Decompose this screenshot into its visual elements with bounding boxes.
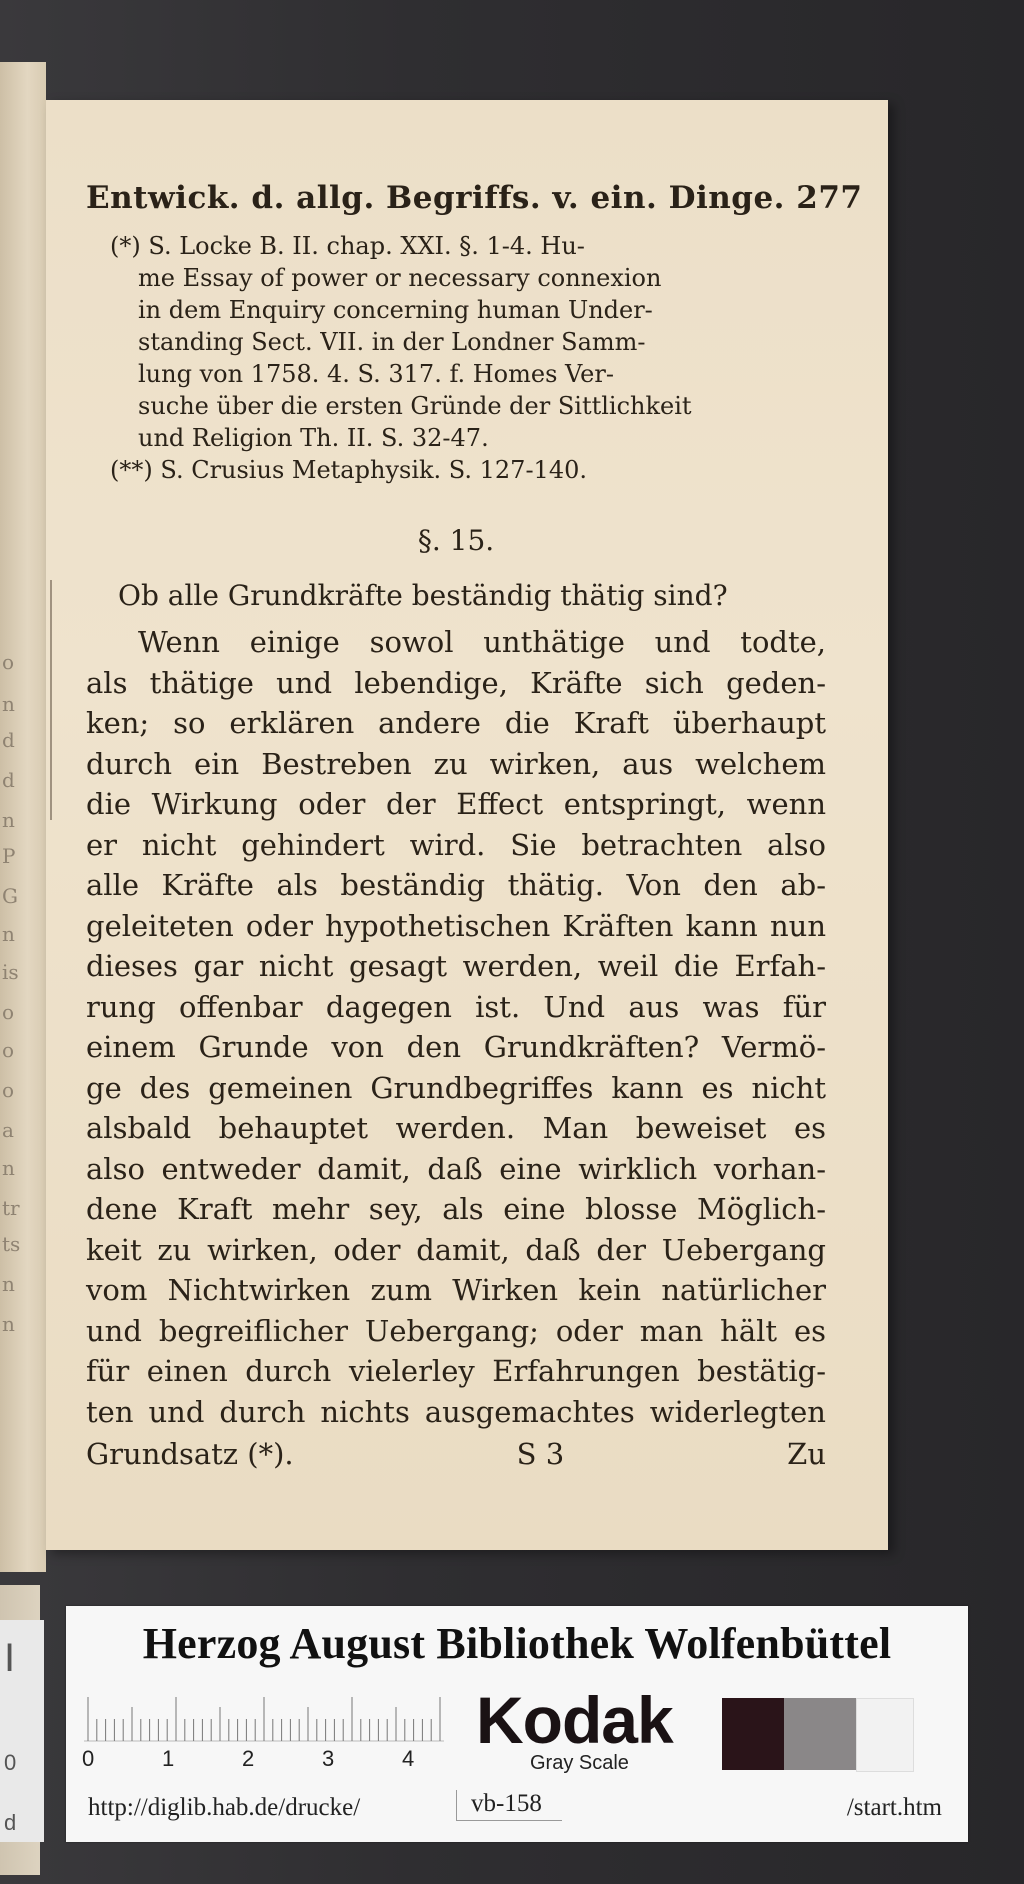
text-line: ten und durch nichts ausgemachtes widerlegten — [86, 1394, 826, 1429]
text-line: durch ein Bestreben zu wirken, aus welchem — [86, 746, 826, 781]
edge-glyph: tr — [2, 1196, 20, 1220]
shelfmark: vb-158 — [456, 1790, 562, 1821]
edge-glyph: n — [2, 1156, 15, 1180]
edge-glyph: n — [2, 692, 15, 716]
adjacent-card-edge — [0, 1620, 44, 1842]
book-page — [46, 100, 888, 1550]
text-line: einem Grunde von den Grundkräften? Vermö- — [86, 1030, 826, 1064]
text-line: die Wirkung oder der Effect entspringt, wenn — [86, 787, 826, 821]
footnote-line: und Religion Th. II. S. 32-47. — [138, 424, 489, 452]
text-line: Wenn einige sowol unthätige und todte, — [138, 625, 826, 659]
edge-glyph: n — [2, 1272, 15, 1296]
signature-mark: S 3 — [516, 1437, 565, 1471]
edge-glyph: P — [2, 844, 16, 868]
text-line: dene Kraft mehr sey, als eine blosse Möglich- — [86, 1192, 826, 1226]
ruler-label: 3 — [322, 1746, 335, 1771]
ruler-label: 4 — [402, 1746, 415, 1771]
footnote-line: (*) S. Locke B. II. chap. XXI. §. 1-4. Hu- — [110, 232, 585, 260]
gray-swatch-mid — [784, 1698, 856, 1770]
edge-glyph: n — [2, 1312, 15, 1336]
body-text — [86, 622, 826, 1474]
last-line-text: Grundsatz (*). — [86, 1437, 294, 1471]
running-header: Entwick. d. allg. Begriffs. v. ein. Dinge. 277 — [86, 180, 863, 216]
page-text — [86, 180, 863, 1474]
footnote — [86, 454, 826, 486]
gray-swatch-dark — [722, 1698, 784, 1770]
text-line: dieses gar nicht gesagt werden, weil die Erfah- — [86, 949, 826, 983]
gray-swatch-light — [856, 1698, 914, 1772]
catchword: Zu — [787, 1437, 826, 1471]
text-line: ge des gemeinen Grundbegriffes kann es nicht — [86, 1070, 826, 1105]
edge-glyph: ts — [2, 1232, 21, 1256]
url-prefix: http://diglib.hab.de/drucke/ — [88, 1794, 361, 1821]
ruler-label: 2 — [242, 1746, 255, 1771]
kodak-logo: Kodak — [476, 1683, 673, 1757]
text-line: alle Kräfte als beständig thätig. Von den ab- — [86, 868, 826, 902]
footnote-line: suche über die ersten Gründe der Sittlichkeit — [138, 392, 692, 420]
text-line: er nicht gehindert wird. Sie betrachten also — [86, 827, 826, 862]
last-line — [86, 1434, 826, 1474]
ruler-label: 0 — [82, 1746, 95, 1771]
edge-glyph: d — [2, 768, 15, 792]
text-line: ken; so erklären andere die Kraft überhaupt — [86, 706, 826, 740]
text-line: für einen durch vielerley Erfahrungen bestätig- — [86, 1354, 826, 1388]
section-heading: Ob alle Grundkräfte beständig thätig sind? — [118, 579, 728, 612]
color-calibration-card — [66, 1606, 968, 1842]
gray-scale-label: Gray Scale — [530, 1752, 629, 1774]
footnote-line: standing Sect. VII. in der Londner Samm- — [138, 328, 646, 356]
edge-glyph: o — [2, 650, 15, 674]
url-suffix: /start.htm — [846, 1794, 942, 1821]
edge-glyph: G — [2, 884, 18, 908]
footnote-line: (**) S. Crusius Metaphysik. S. 127-140. — [110, 456, 587, 484]
edge-glyph: n — [2, 808, 15, 832]
sliver-glyph: 0 — [4, 1750, 17, 1775]
ruler-scale — [84, 1692, 444, 1742]
edge-glyph: is — [2, 960, 19, 984]
margin-mark — [50, 580, 52, 820]
footnote-line: lung von 1758. 4. S. 317. f. Homes Ver- — [138, 360, 614, 388]
text-line: und begreiflicher Uebergang; oder man hält es — [86, 1313, 826, 1348]
footnote — [86, 230, 826, 454]
footnote-line: me Essay of power or necessary connexion — [138, 264, 662, 292]
text-line: alsbald behauptet werden. Man beweiset es — [86, 1111, 826, 1145]
edge-glyph: o — [2, 1038, 15, 1062]
text-line: also entweder damit, daß eine wirklich vorhan- — [86, 1151, 826, 1186]
text-line: rung offenbar dagegen ist. Und aus was für — [86, 989, 826, 1024]
edge-glyph: a — [2, 1118, 14, 1142]
text-line: keit zu wirken, oder damit, daß der Uebergang — [86, 1232, 826, 1267]
edge-glyph: n — [2, 922, 15, 946]
text-line: als thätige und lebendige, Kräfte sich geden- — [86, 665, 826, 700]
edge-glyph: o — [2, 1078, 15, 1102]
sliver-glyph: I — [4, 1636, 16, 1680]
sliver-glyph: d — [4, 1810, 17, 1835]
text-line: vom Nichtwirken zum Wirken kein natürlicher — [86, 1273, 826, 1307]
footnote-line: in dem Enquiry concerning human Under- — [138, 296, 653, 324]
text-line: geleiteten oder hypothetischen Kräften kann nun — [86, 908, 826, 943]
edge-glyph: d — [2, 728, 15, 752]
library-name: Herzog August Bibliothek Wolfenbüttel — [142, 1619, 892, 1668]
ruler-label: 1 — [162, 1746, 175, 1771]
edge-glyph: o — [2, 1000, 15, 1024]
section-number: §. 15. — [417, 524, 495, 557]
